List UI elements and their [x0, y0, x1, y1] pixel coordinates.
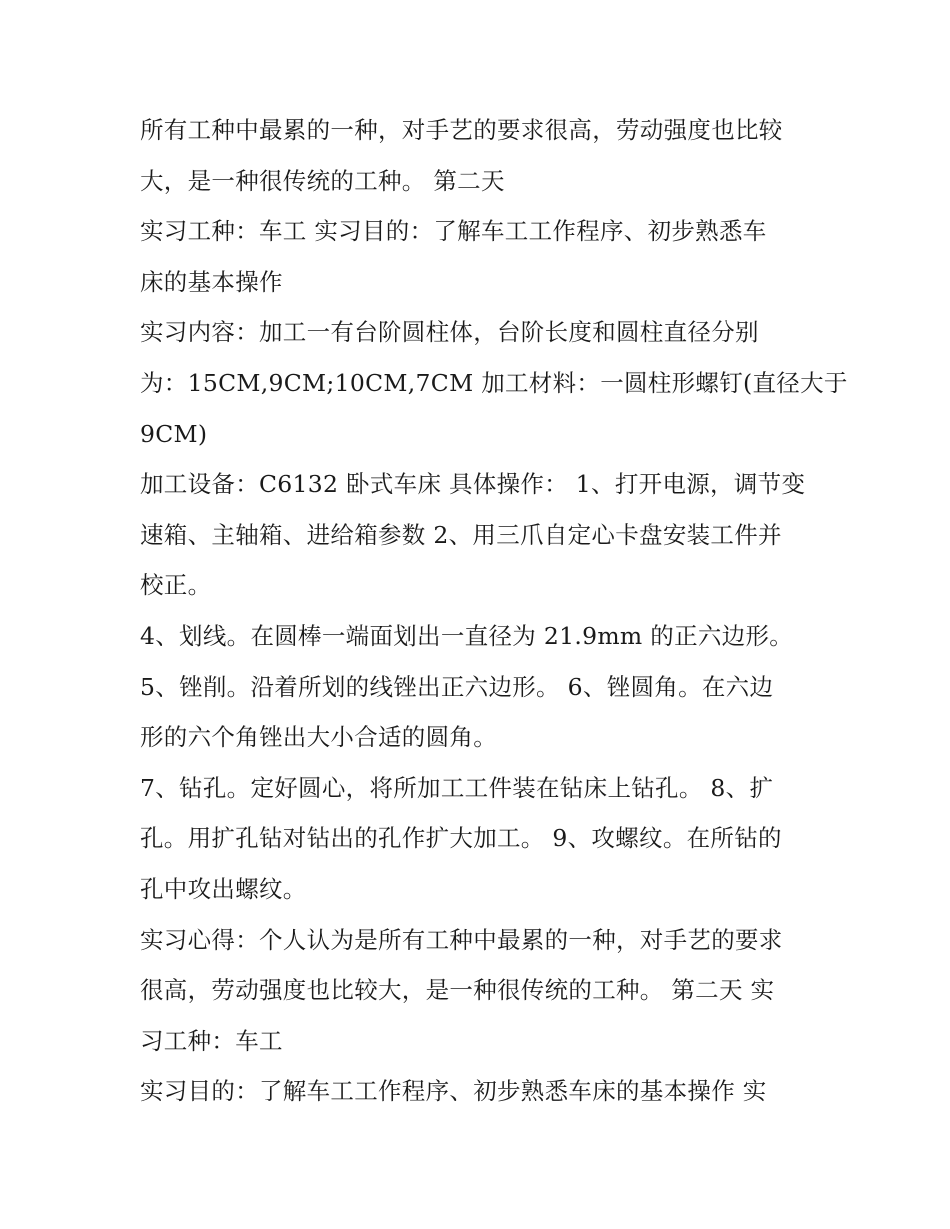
text-line: 为：15CM,9CM;10CM,7CM 加工材料：一圆柱形螺钉(直径大于 [140, 368, 848, 397]
text-line: 所有工种中最累的一种，对手艺的要求很高，劳动强度也比较 [140, 116, 783, 144]
text-line: 实习目的：了解车工工作程序、初步熟悉车床的基本操作 实 [140, 1077, 767, 1106]
text-line: 习工种：车工 [140, 1026, 283, 1055]
text-line: 5、锉削。沿着所划的线锉出正六边形。 6、锉圆角。在六边 [140, 672, 774, 701]
text-line: 实习内容：加工一有台阶圆柱体，台阶长度和圆柱直径分别 [140, 318, 759, 347]
text-line: 速箱、主轴箱、进给箱参数 2、用三爪自定心卡盘安装工件并 [140, 520, 782, 549]
text-line: 校正。 [140, 571, 212, 600]
text-line: 大，是一种很传统的工种。 第二天 [140, 166, 505, 195]
text-line: 加工设备：C6132 卧式车床 具体操作： 1、打开电源，调节变 [140, 470, 806, 499]
text-line: 实习工种：车工 实习目的：了解车工工作程序、初步熟悉车 [140, 217, 767, 246]
text-line: 实习心得：个人认为是所有工种中最累的一种，对手艺的要求 [140, 925, 783, 954]
text-line: 孔中攻出螺纹。 [140, 874, 307, 903]
text-line: 床的基本操作 [140, 267, 283, 296]
text-line: 形的六个角锉出大小合适的圆角。 [140, 723, 497, 752]
text-line: 4、划线。在圆棒一端面划出一直径为 21.9mm 的正六边形。 [140, 621, 794, 650]
text-line: 孔。用扩孔钻对钻出的孔作扩大加工。 9、攻螺纹。在所钻的 [140, 824, 782, 853]
text-line: 很高，劳动强度也比较大，是一种很传统的工种。 第二天 实 [140, 976, 775, 1005]
document-body [140, 105, 848, 1117]
text-line: 9CM) [140, 419, 208, 448]
text-line: 7、钻孔。定好圆心，将所加工工件装在钻床上钻孔。 8、扩 [140, 773, 774, 802]
